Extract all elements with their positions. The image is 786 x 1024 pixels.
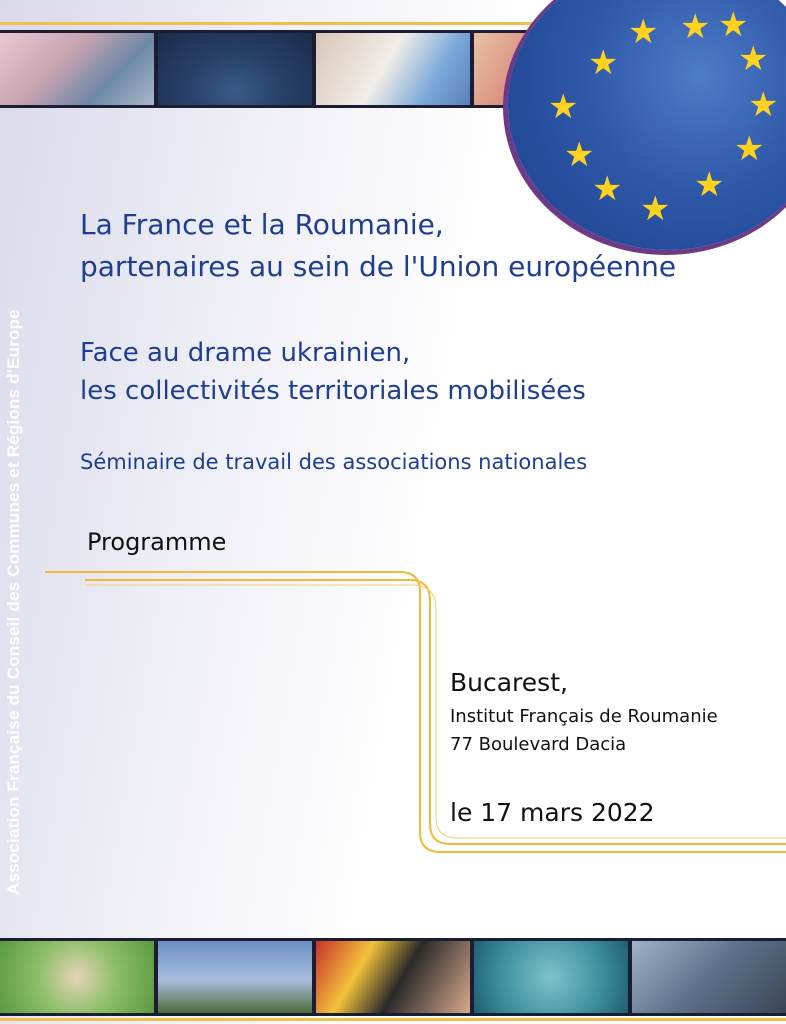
star-icon: ★ [640,189,671,229]
venue-address: 77 Boulevard Dacia [450,734,627,755]
seminar-heading: Séminaire de travail des associations nationales [80,450,588,474]
star-icon: ★ [738,39,769,79]
star-icon: ★ [718,5,749,45]
star-icon: ★ [734,129,765,169]
event-date: le 17 mars 2022 [450,798,655,827]
star-icon: ★ [588,43,619,83]
star-icon: ★ [592,169,623,209]
venue-name: Institut Français de Roumanie [450,706,718,727]
main-title-line-1: La France et la Roumanie, [80,208,444,241]
glass-building-photo [632,941,786,1013]
programme-label: Programme [87,528,227,556]
main-title-line-2: partenaires au sein de l'Union européenne [80,250,677,283]
bottom-photo-strip [0,938,786,1016]
hands-water-photo [474,941,628,1013]
children-circle-photo [0,941,154,1013]
star-icon: ★ [548,87,579,127]
star-icon: ★ [564,135,595,175]
star-icon: ★ [680,7,711,47]
star-icon: ★ [748,85,779,125]
subtitle-line-1: Face au drame ukrainien, [80,338,411,368]
star-icon: ★ [628,12,659,52]
wind-turbines-photo [158,941,312,1013]
association-name-vertical: Association Française du Conseil des Communes et Régions d'Europe [4,309,23,895]
star-icon: ★ [694,165,725,205]
flags-crowd-photo [316,941,470,1013]
subtitle-line-2: les collectivités territoriales mobilisées [80,376,586,406]
bottom-gold-rule [0,1018,786,1021]
city-name: Bucarest, [450,668,568,697]
